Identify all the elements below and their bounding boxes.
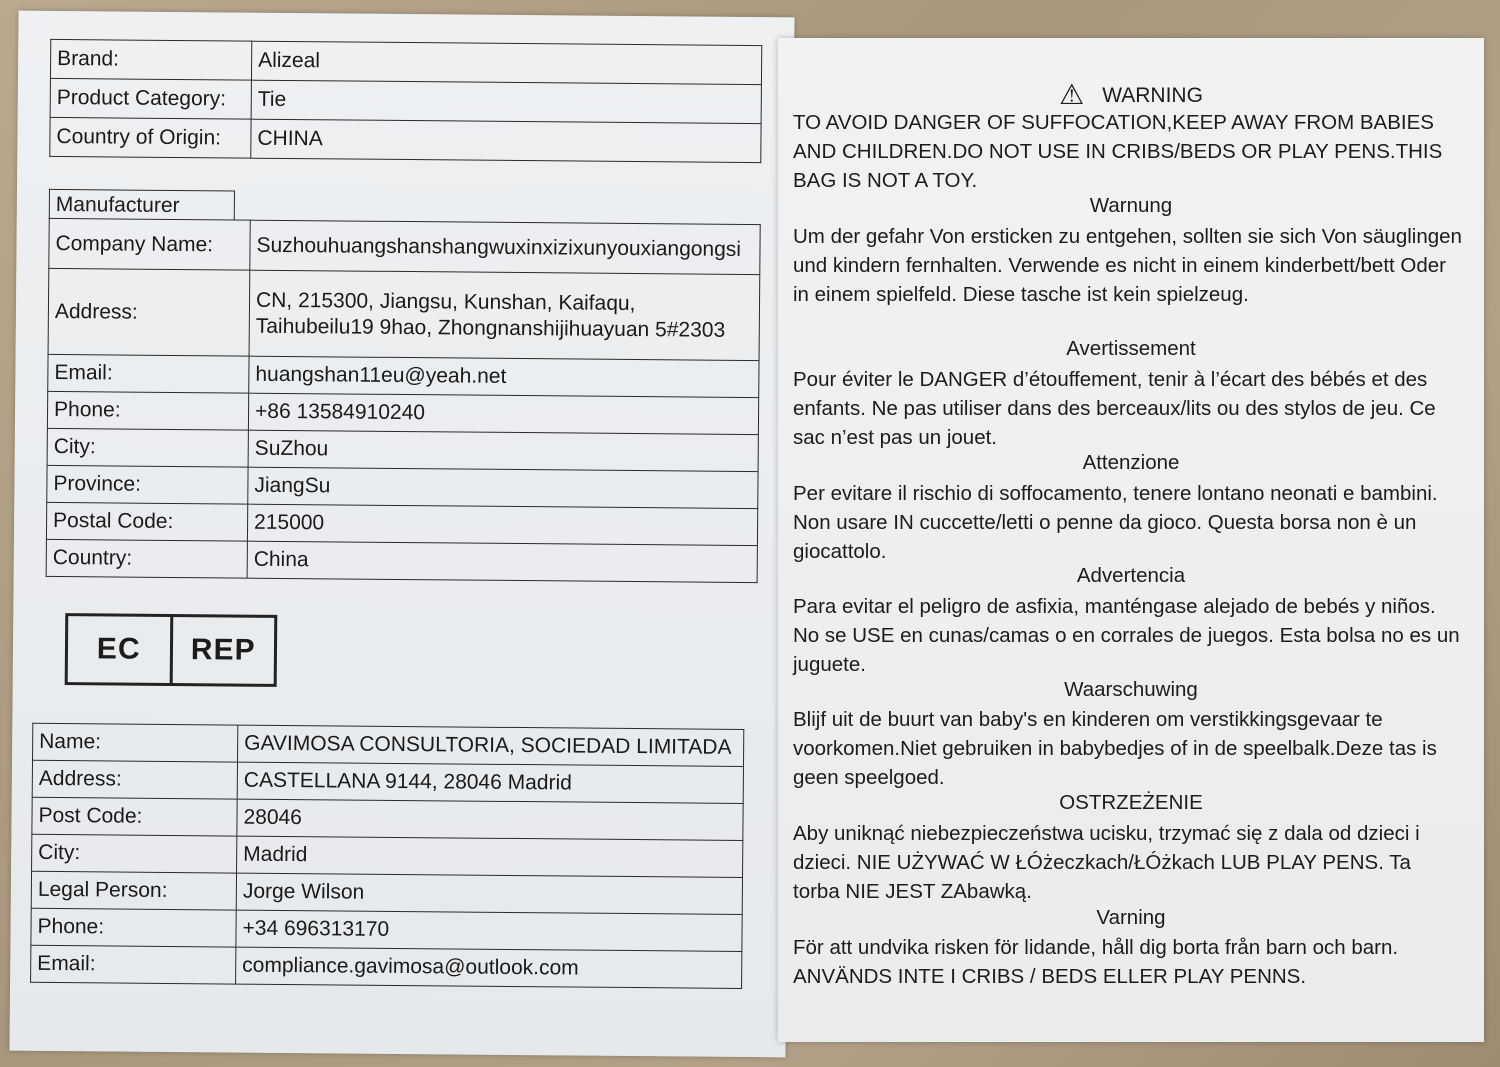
brand-value: Alizeal — [251, 41, 761, 84]
rep-post-code-value: 28046 — [237, 799, 743, 840]
table-row — [50, 78, 761, 123]
table-row — [33, 723, 744, 766]
table-row — [31, 908, 742, 951]
phone-value: +86 13584910240 — [248, 393, 758, 434]
company-name-value: Suzhouhuangshanshangwuxinxizixunyouxiangongsi — [250, 220, 760, 274]
category-label: Product Category: — [50, 78, 251, 119]
table-row — [46, 539, 757, 582]
email-label: Email: — [48, 354, 249, 393]
table-row — [32, 760, 743, 803]
country-label: Country: — [46, 539, 247, 578]
table-row — [46, 502, 757, 545]
table-row — [47, 391, 758, 434]
manufacturer-table — [46, 218, 761, 583]
city-value: SuZhou — [248, 430, 758, 471]
rep-name-value: GAVIMOSA CONSULTORIA, SOCIEDAD LIMITADA — [238, 725, 744, 766]
rep-city-label: City: — [32, 834, 237, 873]
table-row — [50, 39, 761, 84]
rep-city-value: Madrid — [237, 836, 743, 877]
postal-code-label: Postal Code: — [46, 502, 247, 541]
province-value: JiangSu — [248, 467, 758, 508]
email-value: huangshan11eu@yeah.net — [249, 356, 759, 397]
warning-title-swedish: Varning — [1096, 906, 1166, 929]
province-label: Province: — [47, 465, 248, 504]
warning-title-italian: Attenzione — [1082, 451, 1180, 474]
ec-label: EC — [96, 632, 141, 666]
table-row — [47, 465, 758, 508]
product-info-table — [49, 39, 762, 163]
table-row — [31, 945, 742, 988]
manufacturer-header: Manufacturer — [49, 189, 235, 221]
warning-title-polish: OSTRZEŻENIE — [1059, 791, 1203, 814]
representative-table — [30, 723, 744, 989]
warning-heading — [778, 78, 1484, 111]
phone-label: Phone: — [47, 391, 248, 430]
rep-phone-value: +34 696313170 — [236, 910, 742, 951]
address-value: CN, 215300, Jiangsu, Kunshan, Kaifaqu, Taihubeilu19 9hao, Zhongnanshijihuayuan 5#2303 — [249, 270, 760, 360]
table-row — [32, 834, 743, 877]
warning-title: WARNING — [1102, 84, 1203, 107]
warning-text-french: Pour éviter le DANGER d’étouffement, tenir à l’écart des bébés et des enfants. Ne pas utiliser dans des berceaux/lits ou des stylos de jeu. Ce sac n’est pas un jouet. — [793, 368, 1436, 449]
warning-sheet — [778, 38, 1484, 1042]
category-value: Tie — [251, 80, 761, 123]
warning-text-polish: Aby uniknąć niebezpieczeństwa ucisku, trzymać się z dala od dzieci i dzieci. NIE UŻYWAĆ W ŁÓżeczkach/ŁÓżkach LUB PLAY PENS. Ta torba NIE JEST ZAbawką. — [793, 822, 1420, 903]
warning-text-german: Um der gefahr Von ersticken zu entgehen, sollten sie sich Von säuglingen und kindern fernhalten. Verwende es nicht in einem kinderbett/bett Oder in einem spielfeld. Diese tasche ist kein spielzeug. — [793, 225, 1462, 306]
warning-text-italian: Per evitare il rischio di soffocamento, tenere lontano neonati e bambini. Non usare IN cuccette/letti o penne da gioco. Questa borsa non è un giocattolo. — [793, 482, 1438, 563]
brand-label: Brand: — [50, 39, 251, 80]
rep-email-label: Email: — [31, 945, 236, 984]
table-row — [48, 354, 759, 397]
address-label: Address: — [48, 268, 250, 356]
rep-legal-person-value: Jorge Wilson — [236, 873, 742, 914]
warning-triangle-icon: ⚠ — [1059, 79, 1085, 110]
rep-legal-person-label: Legal Person: — [31, 871, 236, 910]
rep-name-label: Name: — [33, 723, 238, 762]
ec-rep-symbol — [65, 613, 278, 687]
origin-label: Country of Origin: — [50, 117, 251, 158]
rep-address-label: Address: — [32, 760, 237, 799]
rep-address-value: CASTELLANA 9144, 28046 Madrid — [237, 762, 743, 803]
table-row — [32, 797, 743, 840]
warning-title-spanish: Advertencia — [1076, 564, 1186, 587]
table-row — [50, 117, 761, 162]
warning-text-english: TO AVOID DANGER OF SUFFOCATION,KEEP AWAY FROM BABIES AND CHILDREN.DO NOT USE IN CRIBS/BEDS OR PLAY PENS.THIS BAG IS NOT A TOY. — [793, 111, 1443, 192]
warning-title-german: Warnung — [1089, 194, 1173, 217]
country-value: China — [247, 541, 757, 582]
postal-code-value: 215000 — [247, 504, 757, 545]
city-label: City: — [47, 428, 248, 467]
table-row — [47, 428, 758, 471]
warning-title-dutch: Waarschuwing — [1064, 678, 1198, 701]
warning-text-dutch: Blijf uit de buurt van baby's en kinderen om verstikkingsgevaar te voorkomen.Niet gebruiken in babybedjes of in de speelbalk.Deze tas is geen speelgoed. — [793, 708, 1437, 789]
table-row — [49, 218, 760, 274]
warning-text-swedish: För att undvika risken för lidande, håll dig borta från barn och barn. ANVÄNDS INTE I CRIBS / BEDS ELLER PLAY PENNS. — [793, 936, 1399, 988]
product-info-sheet — [9, 11, 794, 1058]
warning-title-french: Avertissement — [1066, 337, 1196, 360]
rep-phone-label: Phone: — [31, 908, 236, 947]
table-row — [48, 268, 760, 360]
table-row — [31, 871, 742, 914]
origin-value: CHINA — [251, 119, 761, 162]
rep-post-code-label: Post Code: — [32, 797, 237, 836]
warning-text-spanish: Para evitar el peligro de asfixia, manténgase alejado de bebés y niños. No se USE en cunas/camas o en corrales de juegos. Esta bolsa no es un juguete. — [793, 595, 1460, 676]
company-name-label: Company Name: — [49, 218, 250, 270]
rep-label: REP — [169, 617, 274, 684]
rep-email-value: compliance.gavimosa@outlook.com — [236, 947, 742, 988]
